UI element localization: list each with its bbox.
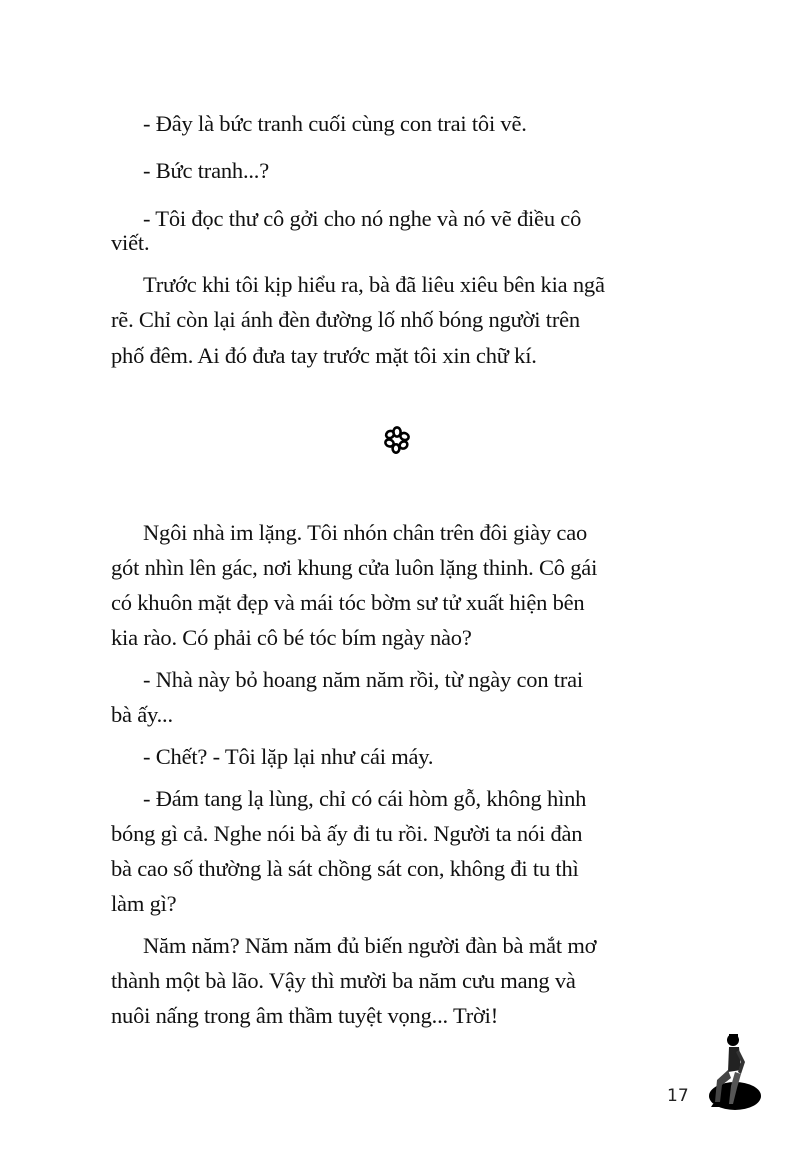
text-line: làm gì? (111, 891, 177, 916)
text-line: gót nhìn lên gác, nơi khung cửa luôn lặng thinh. Cô gái (111, 555, 598, 580)
text-line: Năm năm? Năm năm đủ biến người đàn bà mắt mơ (143, 933, 597, 958)
text-line: phố đêm. Ai đó đưa tay trước mặt tôi xin chữ kí. (111, 343, 537, 368)
flower-ornament-icon (382, 425, 412, 455)
text-line: kia rào. Có phải cô bé tóc bím ngày nào? (111, 625, 472, 650)
text-line: Ngôi nhà im lặng. Tôi nhón chân trên đôi giày cao (143, 520, 588, 545)
text-line: thành một bà lão. Vậy thì mười ba năm cưu mang và (111, 968, 576, 993)
text-line: nuôi nấng trong âm thầm tuyệt vọng... Trời! (111, 1003, 499, 1028)
sitting-child-illustration-icon (695, 1030, 765, 1115)
text-line: bóng gì cả. Nghe nói bà ấy đi tu rồi. Người ta nói đàn (111, 821, 583, 846)
text-line: Trước khi tôi kịp hiểu ra, bà đã liêu xiêu bên kia ngã (143, 272, 605, 297)
text-line: - Tôi đọc thư cô gởi cho nó nghe và nó vẽ điều cô (143, 206, 582, 231)
text-line: rẽ. Chỉ còn lại ánh đèn đường lố nhố bóng người trên (111, 307, 580, 332)
text-line: - Đây là bức tranh cuối cùng con trai tôi vẽ. (143, 111, 527, 136)
text-line: bà ấy... (111, 702, 173, 727)
page-number: 17 (667, 1086, 689, 1106)
text-line: viết. (111, 230, 150, 255)
text-line: - Bức tranh...? (143, 158, 270, 183)
text-line: - Nhà này bỏ hoang năm năm rồi, từ ngày con trai (143, 667, 583, 692)
text-line: - Chết? - Tôi lặp lại như cái máy. (143, 744, 434, 769)
text-line: - Đám tang lạ lùng, chỉ có cái hòm gỗ, không hình (143, 786, 587, 811)
text-line: bà cao số thường là sát chồng sát con, không đi tu thì (111, 856, 579, 881)
text-line: có khuôn mặt đẹp và mái tóc bờm sư tử xuất hiện bên (111, 590, 585, 615)
